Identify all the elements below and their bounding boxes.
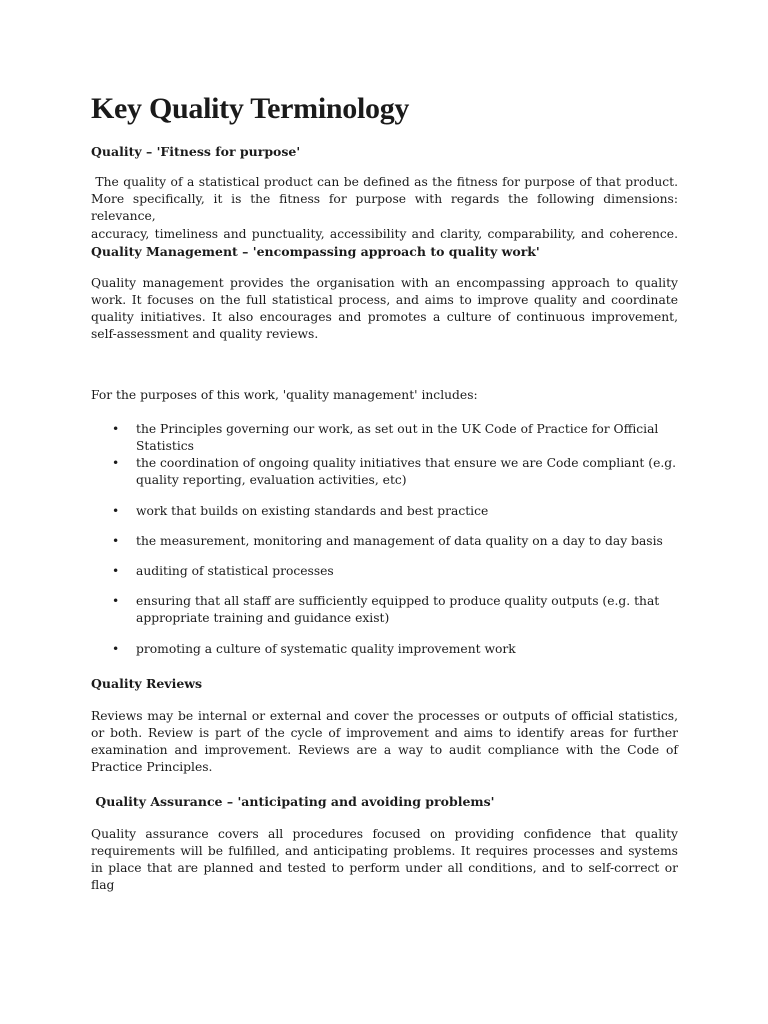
bullet-icon: •	[112, 456, 120, 471]
list-item	[112, 421, 678, 455]
quality-line-1: The quality of a statistical product can be defined as the fitness for purpose of that product.	[91, 175, 678, 189]
bullet-icon: •	[112, 641, 120, 656]
document-content	[91, 92, 678, 894]
list-item	[112, 455, 678, 489]
bullet-icon: •	[112, 533, 120, 548]
list-item	[112, 563, 678, 580]
bullet-icon: •	[112, 594, 120, 609]
quality-management-list	[91, 421, 678, 658]
quality-assurance-heading: Quality Assurance – 'anticipating and avoiding problems'	[91, 793, 495, 809]
bullet-icon: •	[112, 503, 120, 518]
list-item-text: promoting a culture of systematic quality improvement work	[136, 641, 516, 656]
list-item	[112, 641, 678, 658]
list-item-text: the coordination of ongoing quality initiatives that ensure we are Code compliant (e.g. quality reporting, evaluation activities, etc)	[136, 456, 677, 488]
list-item-text: work that builds on existing standards and best practice	[136, 503, 489, 518]
quality-line-3: accuracy, timeliness and punctuality, accessibility and clarity, comparability, and coherence.	[91, 226, 678, 241]
page-title: Key Quality Terminology	[91, 92, 410, 125]
quality-management-intro: For the purposes of this work, 'quality management' includes:	[91, 387, 478, 402]
list-item-text: the Principles governing our work, as set out in the UK Code of Practice for Official Statistics	[136, 421, 659, 454]
bullet-icon: •	[112, 421, 120, 436]
quality-reviews-paragraph: Reviews may be internal or external and cover the processes or outputs of official statistics, or both. Review is part of the cycle of improvement and aims to identify areas for further examination and improvement. Reviews are a way to audit compliance with the Code of Practice Principles.	[91, 708, 678, 775]
list-item-text: ensuring that all staff are sufficiently equipped to produce quality outputs (e.g. that appropriate training and guidance exist)	[136, 594, 660, 626]
list-item-text: auditing of statistical processes	[136, 564, 334, 579]
bullet-icon: •	[112, 564, 120, 579]
quality-assurance-paragraph: Quality assurance covers all procedures focused on providing confidence that quality requirements will be fulfilled, and anticipating problems. It requires processes and systems in place that are planned and tested to perform under all conditions, and to self-correct or flag	[91, 826, 678, 893]
list-item	[112, 533, 678, 550]
quality-reviews-heading: Quality Reviews	[91, 675, 203, 691]
list-item-text: the measurement, monitoring and management of data quality on a day to day basis	[136, 533, 663, 548]
quality-management-paragraph: Quality management provides the organisation with an encompassing approach to quality work. It focuses on the full statistical process, and aims to improve quality and coordinate quality initiatives. It also encourages and promotes a culture of continuous improvement, self-assessment and quality reviews.	[91, 275, 678, 342]
list-item	[112, 593, 678, 627]
quality-heading: Quality – 'Fitness for purpose'	[91, 144, 301, 159]
list-item	[112, 503, 678, 520]
quality-management-heading: Quality Management – 'encompassing approach to quality work'	[91, 243, 540, 259]
quality-line-2: More specifically, it is the fitness for purpose with regards the following dimensions: relevance,	[91, 192, 678, 224]
